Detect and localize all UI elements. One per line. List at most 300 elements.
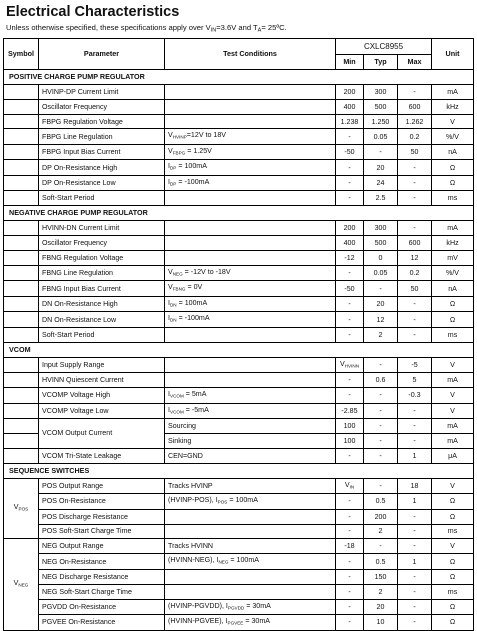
symbol-cell — [4, 373, 39, 388]
max-cell: - — [398, 509, 432, 524]
header-symbol: Symbol — [4, 39, 39, 70]
parameter-cell: HVINN-DN Current Limit — [39, 221, 165, 236]
condition-cell — [165, 584, 336, 599]
table-row — [4, 191, 474, 206]
max-cell: - — [398, 327, 432, 342]
condition-cell — [165, 524, 336, 539]
typ-cell: 200 — [364, 509, 398, 524]
parameter-cell: HVINN Quiescent Current — [39, 373, 165, 388]
symbol-cell — [4, 99, 39, 114]
unit-cell: nA — [432, 281, 474, 297]
typ-cell: 20 — [364, 599, 398, 615]
table-row — [4, 554, 474, 570]
min-cell: - — [336, 448, 364, 463]
parameter-cell: PGVDD On-Resistance — [39, 599, 165, 615]
parameter-cell: POS Discharge Resistance — [39, 509, 165, 524]
parameter-cell: Oscillator Frequency — [39, 236, 165, 251]
max-cell: 1 — [398, 448, 432, 463]
min-cell: - — [336, 509, 364, 524]
condition-cell — [165, 99, 336, 114]
unit-cell: Ω — [432, 160, 474, 176]
unit-cell: Ω — [432, 494, 474, 510]
min-cell: - — [336, 175, 364, 191]
cell-text: (HVINP-PGVDD), I — [168, 601, 228, 610]
typ-cell: 300 — [364, 221, 398, 236]
typ-cell: 0.5 — [364, 554, 398, 570]
section-title: NEGATIVE CHARGE PUMP REGULATOR — [4, 206, 474, 221]
max-cell: -5 — [398, 357, 432, 373]
cell-text: V — [168, 267, 173, 276]
cell-subscript: NEG — [172, 271, 183, 277]
unit-cell: %/V — [432, 129, 474, 145]
table-row — [4, 281, 474, 297]
max-cell: - — [398, 524, 432, 539]
table-row — [4, 584, 474, 599]
cell-text: V — [339, 359, 345, 368]
electrical-characteristics-table — [3, 38, 474, 631]
cell-subscript: HVINN — [344, 363, 360, 369]
cell-text: =12V to 18V — [186, 131, 227, 140]
max-cell: - — [398, 433, 432, 448]
min-cell: -50 — [336, 144, 364, 160]
parameter-cell: FBNG Input Bias Current — [39, 281, 165, 297]
typ-cell: 300 — [364, 84, 398, 99]
unit-cell: nA — [432, 144, 474, 160]
min-cell: - — [336, 160, 364, 176]
unit-cell: kHz — [432, 236, 474, 251]
condition-cell — [165, 236, 336, 251]
parameter-cell: DP On-Resistance Low — [39, 175, 165, 191]
unit-cell: V — [432, 478, 474, 494]
unit-cell: μA — [432, 448, 474, 463]
max-cell: - — [398, 191, 432, 206]
symbol-cell — [4, 236, 39, 251]
typ-cell: 0 — [364, 251, 398, 266]
cell-text: V — [168, 146, 173, 155]
min-cell: 400 — [336, 99, 364, 114]
unit-cell: %/V — [432, 265, 474, 281]
symbol-cell — [4, 114, 39, 129]
condition-cell — [165, 569, 336, 584]
typ-cell: 20 — [364, 160, 398, 176]
typ-cell: 2 — [364, 584, 398, 599]
cell-text: I — [168, 390, 170, 399]
max-cell: 600 — [398, 236, 432, 251]
unit-cell: Ω — [432, 569, 474, 584]
condition-cell — [165, 327, 336, 342]
symbol-cell — [4, 388, 39, 404]
min-cell: - — [336, 554, 364, 570]
cell-text: V — [13, 579, 19, 588]
max-cell: 0.2 — [398, 265, 432, 281]
typ-cell: - — [364, 539, 398, 554]
min-cell: - — [336, 312, 364, 328]
table-row — [4, 236, 474, 251]
header-typ: Typ — [364, 55, 398, 70]
condition-cell — [165, 191, 336, 206]
min-cell: 100 — [336, 419, 364, 434]
symbol-cell — [4, 433, 39, 448]
unit-cell: mA — [432, 373, 474, 388]
section-header-row — [4, 342, 474, 357]
header-part-number: CXLC8955 — [336, 39, 432, 55]
typ-cell: 1.250 — [364, 114, 398, 129]
parameter-cell: FBPG Regulation Voltage — [39, 114, 165, 129]
min-cell: 100 — [336, 433, 364, 448]
table-row — [4, 251, 474, 266]
symbol-cell — [4, 539, 39, 630]
parameter-cell: Soft-Start Period — [39, 327, 165, 342]
condition-cell — [165, 281, 336, 297]
min-cell: - — [336, 373, 364, 388]
table-row — [4, 144, 474, 160]
min-cell: - — [336, 615, 364, 631]
condition-cell — [165, 357, 336, 373]
typ-cell: 12 — [364, 312, 398, 328]
cell-text: = 100mA — [176, 298, 208, 307]
typ-cell: - — [364, 388, 398, 404]
typ-cell: 2 — [364, 327, 398, 342]
unit-cell: Ω — [432, 554, 474, 570]
parameter-cell: HVINP-DP Current Limit — [39, 84, 165, 99]
unit-cell: Ω — [432, 312, 474, 328]
section-header-row — [4, 463, 474, 478]
condition-cell — [165, 599, 336, 615]
header-max: Max — [398, 55, 432, 70]
table-row — [4, 419, 474, 434]
page-title: Electrical Characteristics — [6, 4, 180, 20]
max-cell: - — [398, 84, 432, 99]
cell-text: V — [13, 503, 19, 512]
header-unit: Unit — [432, 39, 474, 70]
typ-cell: - — [364, 144, 398, 160]
typ-cell: 0.5 — [364, 494, 398, 510]
unit-cell: V — [432, 539, 474, 554]
min-cell — [336, 478, 364, 494]
typ-cell: - — [364, 478, 398, 494]
cell-text: (HVINP-POS), I — [168, 496, 218, 505]
typ-cell: 0.05 — [364, 129, 398, 145]
symbol-cell — [4, 448, 39, 463]
symbol-cell — [4, 357, 39, 373]
table-row — [4, 114, 474, 129]
cell-subscript: FBNG — [172, 286, 186, 292]
symbol-cell — [4, 419, 39, 434]
max-cell: 18 — [398, 478, 432, 494]
unit-cell: Ω — [432, 599, 474, 615]
typ-cell: 500 — [364, 236, 398, 251]
parameter-cell: NEG Soft-Start Charge Time — [39, 584, 165, 599]
condition-cell — [165, 129, 336, 145]
typ-cell: - — [364, 419, 398, 434]
unit-cell: V — [432, 403, 474, 419]
cell-subscript: VCOM — [169, 393, 184, 399]
condition-cell — [165, 144, 336, 160]
symbol-cell — [4, 327, 39, 342]
cell-text: I — [168, 314, 170, 323]
table-row — [4, 569, 474, 584]
symbol-cell — [4, 191, 39, 206]
parameter-cell: Oscillator Frequency — [39, 99, 165, 114]
table-row — [4, 509, 474, 524]
max-cell: - — [398, 312, 432, 328]
cell-subscript: DN — [169, 317, 177, 323]
condition-cell — [165, 221, 336, 236]
table-row — [4, 388, 474, 404]
max-cell: - — [398, 539, 432, 554]
condition-cell: Sinking — [165, 433, 336, 448]
cell-text: = -100mA — [176, 177, 210, 186]
cell-text: V — [344, 480, 350, 489]
cell-text: I — [168, 177, 170, 186]
symbol-cell — [4, 175, 39, 191]
cell-subscript: DP — [169, 181, 177, 187]
unit-cell: mA — [432, 433, 474, 448]
symbol-cell — [4, 296, 39, 312]
min-cell: -2.85 — [336, 403, 364, 419]
typ-cell: 0.6 — [364, 373, 398, 388]
max-cell: 0.2 — [398, 129, 432, 145]
cell-text: V — [168, 283, 173, 292]
condition-cell — [165, 265, 336, 281]
min-cell: - — [336, 296, 364, 312]
section-title: POSITIVE CHARGE PUMP REGULATOR — [4, 69, 474, 84]
unit-cell: V — [432, 114, 474, 129]
min-cell: - — [336, 388, 364, 404]
typ-cell: 150 — [364, 569, 398, 584]
condition-cell — [165, 373, 336, 388]
cell-subscript: VCOM — [169, 409, 184, 415]
header-test-conditions: Test Conditions — [165, 39, 336, 70]
section-title: VCOM — [4, 342, 474, 357]
min-cell: -12 — [336, 251, 364, 266]
parameter-cell: POS On-Resistance — [39, 494, 165, 510]
min-cell: -18 — [336, 539, 364, 554]
parameter-cell: VCOMP Voltage High — [39, 388, 165, 404]
max-cell: - — [398, 403, 432, 419]
unit-cell: ms — [432, 191, 474, 206]
cell-subscript: DN — [169, 302, 177, 308]
parameter-cell: VCOMP Voltage Low — [39, 403, 165, 419]
conditions-note — [6, 23, 287, 34]
table-row — [4, 265, 474, 281]
min-cell: 400 — [336, 236, 364, 251]
cell-text: = 100mA — [228, 556, 259, 565]
table-row — [4, 129, 474, 145]
condition-cell — [165, 296, 336, 312]
max-cell: - — [398, 175, 432, 191]
symbol-cell — [4, 403, 39, 419]
unit-cell: mA — [432, 84, 474, 99]
header-parameter: Parameter — [39, 39, 165, 70]
condition-cell — [165, 84, 336, 99]
cell-text: (HVINN-NEG), I — [168, 556, 219, 565]
min-cell: 1.238 — [336, 114, 364, 129]
condition-cell — [165, 312, 336, 328]
table-row — [4, 357, 474, 373]
table-row — [4, 221, 474, 236]
parameter-cell: FBNG Regulation Voltage — [39, 251, 165, 266]
max-cell: 50 — [398, 144, 432, 160]
condition-cell — [165, 175, 336, 191]
cell-text: = -100mA — [176, 314, 210, 323]
symbol-cell — [4, 129, 39, 145]
header-min: Min — [336, 55, 364, 70]
typ-cell: - — [364, 281, 398, 297]
cell-subscript: NEG — [18, 582, 29, 588]
cell-subscript: FBPG — [172, 150, 186, 156]
cell-text: = 30mA — [244, 601, 271, 610]
cell-text: I — [168, 162, 170, 171]
symbol-cell — [4, 478, 39, 539]
unit-cell: Ω — [432, 175, 474, 191]
cell-text: = -5mA — [183, 405, 209, 414]
note-text: = 25ºC. — [261, 23, 287, 32]
symbol-cell — [4, 221, 39, 236]
cell-subscript: NEG — [218, 559, 229, 565]
condition-cell — [165, 494, 336, 510]
condition-cell — [165, 160, 336, 176]
cell-text: = 100mA — [176, 162, 207, 171]
symbol-cell — [4, 251, 39, 266]
typ-cell: 10 — [364, 615, 398, 631]
parameter-cell: Soft-Start Period — [39, 191, 165, 206]
max-cell: 50 — [398, 281, 432, 297]
table-row — [4, 524, 474, 539]
min-cell — [336, 357, 364, 373]
cell-subscript: PGVEE — [227, 620, 244, 626]
parameter-cell: NEG On-Resistance — [39, 554, 165, 570]
parameter-cell: NEG Output Range — [39, 539, 165, 554]
cell-subscript: IN — [349, 484, 355, 490]
table-row — [4, 494, 474, 510]
table-row — [4, 84, 474, 99]
parameter-cell: VCOM Output Current — [39, 419, 165, 449]
typ-cell: 500 — [364, 99, 398, 114]
parameter-cell: FBPG Line Regulation — [39, 129, 165, 145]
condition-cell — [165, 114, 336, 129]
cell-subscript: DP — [169, 165, 177, 171]
min-cell: - — [336, 584, 364, 599]
max-cell: 1 — [398, 554, 432, 570]
condition-cell — [165, 403, 336, 419]
condition-cell — [165, 554, 336, 570]
unit-cell: ms — [432, 327, 474, 342]
max-cell: - — [398, 296, 432, 312]
symbol-cell — [4, 265, 39, 281]
symbol-cell — [4, 160, 39, 176]
typ-cell: - — [364, 448, 398, 463]
symbol-cell — [4, 144, 39, 160]
parameter-cell: POS Soft-Start Charge Time — [39, 524, 165, 539]
typ-cell: 20 — [364, 296, 398, 312]
cell-subscript: PGVDD — [227, 605, 245, 611]
unit-cell: Ω — [432, 615, 474, 631]
table-row — [4, 599, 474, 615]
condition-cell: CEN=GND — [165, 448, 336, 463]
cell-text: (HVINN-PGVEE), I — [168, 617, 228, 626]
max-cell: - — [398, 160, 432, 176]
parameter-cell: VCOM Tri-State Leakage — [39, 448, 165, 463]
symbol-cell — [4, 84, 39, 99]
table-row — [4, 478, 474, 494]
table-body — [4, 69, 474, 630]
unit-cell: mA — [432, 419, 474, 434]
unit-cell: ms — [432, 584, 474, 599]
max-cell: 5 — [398, 373, 432, 388]
parameter-cell: DN On-Resistance High — [39, 296, 165, 312]
cell-subscript: POS — [18, 506, 29, 512]
max-cell: 600 — [398, 99, 432, 114]
unit-cell: kHz — [432, 99, 474, 114]
min-cell: 200 — [336, 221, 364, 236]
max-cell: - — [398, 584, 432, 599]
cell-text: V — [168, 131, 173, 140]
max-cell: - — [398, 615, 432, 631]
cell-text: I — [168, 405, 170, 414]
unit-cell: mA — [432, 221, 474, 236]
unit-cell: V — [432, 388, 474, 404]
table-row — [4, 99, 474, 114]
min-cell: - — [336, 191, 364, 206]
cell-text: = 1.25V — [185, 146, 212, 155]
unit-cell: Ω — [432, 296, 474, 312]
typ-cell: 2 — [364, 524, 398, 539]
max-cell: - — [398, 419, 432, 434]
note-subscript: IN — [210, 27, 217, 34]
typ-cell: - — [364, 357, 398, 373]
symbol-cell — [4, 312, 39, 328]
section-header-row — [4, 69, 474, 84]
cell-subscript: HVINP — [172, 134, 187, 140]
min-cell: - — [336, 599, 364, 615]
condition-cell: Sourcing — [165, 419, 336, 434]
note-subscript: A — [257, 27, 262, 34]
max-cell: 1.262 — [398, 114, 432, 129]
max-cell: -0.3 — [398, 388, 432, 404]
unit-cell: mV — [432, 251, 474, 266]
table-row — [4, 373, 474, 388]
unit-cell: V — [432, 357, 474, 373]
section-title: SEQUENCE SWITCHES — [4, 463, 474, 478]
symbol-cell — [4, 281, 39, 297]
condition-cell — [165, 251, 336, 266]
unit-cell: Ω — [432, 509, 474, 524]
parameter-cell: POS Output Range — [39, 478, 165, 494]
parameter-cell: FBPG Input Bias Current — [39, 144, 165, 160]
parameter-cell: Input Supply Range — [39, 357, 165, 373]
condition-cell: Tracks HVINP — [165, 478, 336, 494]
note-text: =3.6V and T — [216, 23, 258, 32]
cell-text: = 5mA — [183, 390, 207, 399]
typ-cell: 24 — [364, 175, 398, 191]
table-row — [4, 160, 474, 176]
max-cell: - — [398, 569, 432, 584]
min-cell: - — [336, 524, 364, 539]
cell-text: = 30mA — [243, 617, 270, 626]
unit-cell: ms — [432, 524, 474, 539]
parameter-cell: FBNG Line Regulation — [39, 265, 165, 281]
min-cell: 200 — [336, 84, 364, 99]
min-cell: -50 — [336, 281, 364, 297]
condition-cell — [165, 509, 336, 524]
table-row — [4, 448, 474, 463]
parameter-cell: PGVEE On-Resistance — [39, 615, 165, 631]
min-cell: - — [336, 494, 364, 510]
section-header-row — [4, 206, 474, 221]
table-row — [4, 403, 474, 419]
max-cell: - — [398, 221, 432, 236]
